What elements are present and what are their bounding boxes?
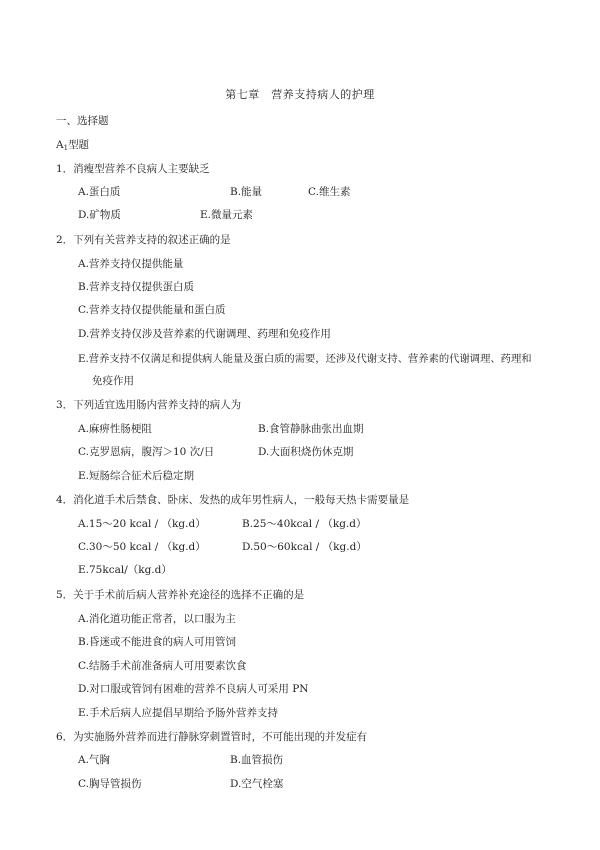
question-6-option-c: C.胸导管损伤	[78, 778, 142, 790]
page-title: 第七章 营养支持病人的护理	[225, 88, 375, 101]
question-6-stem: 6．为实施肠外营养而进行静脉穿刺置管时，不可能出现的并发症有	[56, 731, 368, 743]
question-2-stem: 2．下列有关营养支持的叙述正确的是	[56, 234, 231, 246]
question-3-stem: 3．下列适宜选用肠内营养支持的病人为	[56, 399, 242, 411]
question-1-option-e: E.微量元素	[200, 209, 254, 221]
question-type-sub: 1	[63, 144, 69, 152]
question-1-option-d: D.矿物质	[78, 209, 121, 221]
question-2-option-a: A.营养支持仅提供能量	[78, 258, 184, 270]
question-1-option-a: A.蛋白质	[78, 186, 121, 198]
question-type-prefix: A	[56, 139, 64, 151]
question-4-option-d: D.50～60kcal / （kg.d）	[242, 541, 367, 553]
question-4-option-e: E.75kcal/（kg.d）	[78, 564, 172, 576]
question-4-option-a: A.15～20 kcal / （kg.d）	[78, 518, 206, 530]
question-2-option-e-continued: 免疫作用	[92, 375, 134, 387]
question-3-option-a: A.麻痹性肠梗阻	[78, 423, 152, 435]
question-type-suffix: 型题	[68, 139, 90, 151]
question-2-option-b: B.营养支持仅提供蛋白质	[78, 281, 195, 293]
question-2-option-d: D.营养支持仅涉及营养素的代谢调理、药理和免疫作用	[78, 328, 331, 340]
question-3-option-d: D.大面积烧伤休克期	[258, 446, 354, 458]
question-6-option-d: D.空气栓塞	[230, 778, 284, 790]
question-5-stem: 5．关于手术前后病人营养补充途径的选择不正确的是	[56, 589, 305, 601]
question-4-stem: 4．消化道手术后禁食、卧床、发热的成年男性病人，一般每天热卡需要量是	[56, 494, 410, 506]
question-3-option-e: E.短肠综合征术后稳定期	[78, 470, 195, 482]
question-6-option-b: B.血管损伤	[230, 754, 284, 766]
section-heading: 一、选择题	[56, 115, 109, 127]
question-1-option-c: C.维生素	[308, 186, 351, 198]
question-6-option-a: A.气胸	[78, 754, 110, 766]
question-5-option-c: C.结肠手术前准备病人可用要素饮食	[78, 660, 247, 672]
question-4-option-c: C.30～50 kcal / （kg.d）	[78, 541, 206, 553]
question-3-option-b: B.食管静脉曲张出血期	[258, 423, 364, 435]
question-5-option-a: A.消化道功能正常者，以口服为主	[78, 613, 236, 625]
question-2-option-c: C.营养支持仅提供能量和蛋白质	[78, 304, 226, 316]
question-4-option-b: B.25～40kcal / （kg.d）	[242, 518, 367, 530]
question-5-option-b: B.昏迷或不能进食的病人可用管饲	[78, 636, 237, 648]
question-1-option-b: B.能量	[230, 186, 263, 198]
question-3-option-c: C.克罗恩病，腹泻＞10 次/日	[78, 446, 215, 458]
question-5-option-d: D.对口服或管饲有困难的营养不良病人可采用 PN	[78, 683, 309, 695]
question-type-heading	[56, 137, 89, 152]
question-5-option-e: E.手术后病人应提倡早期给予肠外营养支持	[78, 707, 279, 719]
question-2-option-e: E.营养支持不仅满足和提供病人能量及蛋白质的需要，还涉及代谢支持、营养素的代谢调理、药理和	[78, 353, 532, 365]
question-1-stem: 1．消瘦型营养不良病人主要缺乏	[56, 163, 210, 175]
